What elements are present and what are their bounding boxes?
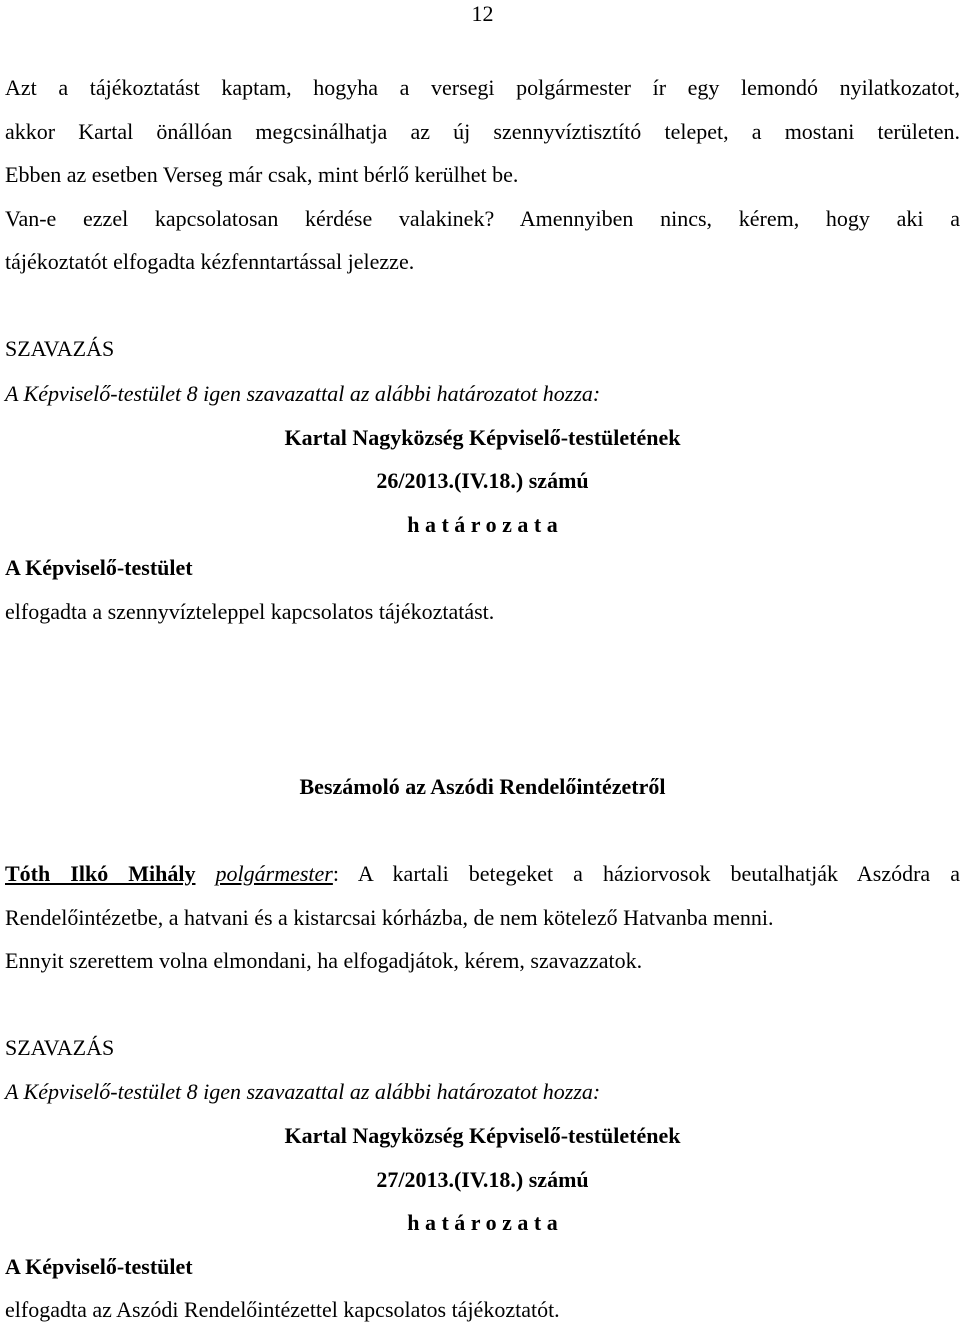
resolution-number: 27/2013.(IV.18.) számú [376,1167,589,1192]
vote-text: A Képviselő-testület 8 igen szavazattal az alábbi határozatot hozza: [5,1079,601,1104]
paragraph-line: Rendelőintézetbe, a hatvani és a kistarcsai kórházba, de nem kötelező Hatvanba menni. [5,904,774,930]
section-heading: Beszámoló az Aszódi Rendelőintézetről [299,774,666,799]
speaker-text: : A kartali betegeket a háziorvosok beutalhatják Aszódra a [332,861,960,886]
resolution-word: h a t á r o z a t a [407,1210,558,1235]
speaker-name: Tóth Ilkó Mihály [5,861,196,886]
paragraph-line: Ennyit szerettem volna elmondani, ha elfogadjátok, kérem, szavazzatok. [5,948,643,973]
speaker-paragraph [5,852,960,983]
vote-label: SZAVAZÁS [5,1035,115,1060]
intro-paragraph [5,66,960,284]
speaker-line [5,852,960,896]
vote-label: SZAVAZÁS [5,336,115,361]
decision-text: elfogadta az Aszódi Rendelőintézettel kapcsolatos tájékoztatót. [5,1297,560,1322]
resolution-word: h a t á r o z a t a [407,512,558,537]
speaker-role: polgármester [215,861,333,886]
paragraph-line: Ebben az esetben Verseg már csak, mint bérlő kerülhet be. [5,162,519,187]
resolution-title: Kartal Nagyközség Képviselő-testületének [284,425,681,450]
resolution-number: 26/2013.(IV.18.) számú [376,468,589,493]
paragraph-line: akkor Kartal önállóan megcsinálhatja az új szennyvíztisztító telepet, a mostani területen. [5,118,960,144]
resolution-title: Kartal Nagyközség Képviselő-testületének [284,1123,681,1148]
paragraph-line: Van-e ezzel kapcsolatosan kérdése valakinek? Amennyiben nincs, kérem, hogy aki a [5,205,960,231]
body-label: A Képviselő-testület [5,555,193,580]
body-label: A Képviselő-testület [5,1254,193,1279]
vote-text: A Képviselő-testület 8 igen szavazattal az alábbi határozatot hozza: [5,381,601,406]
page-number: 12 [471,1,494,26]
decision-text: elfogadta a szennyvízteleppel kapcsolatos tájékoztatást. [5,599,495,624]
paragraph-line: Azt a tájékoztatást kaptam, hogyha a versegi polgármester ír egy lemondó nyilatkozatot, [5,75,960,100]
paragraph-line: tájékoztatót elfogadta kézfenntartással jelezze. [5,249,415,274]
